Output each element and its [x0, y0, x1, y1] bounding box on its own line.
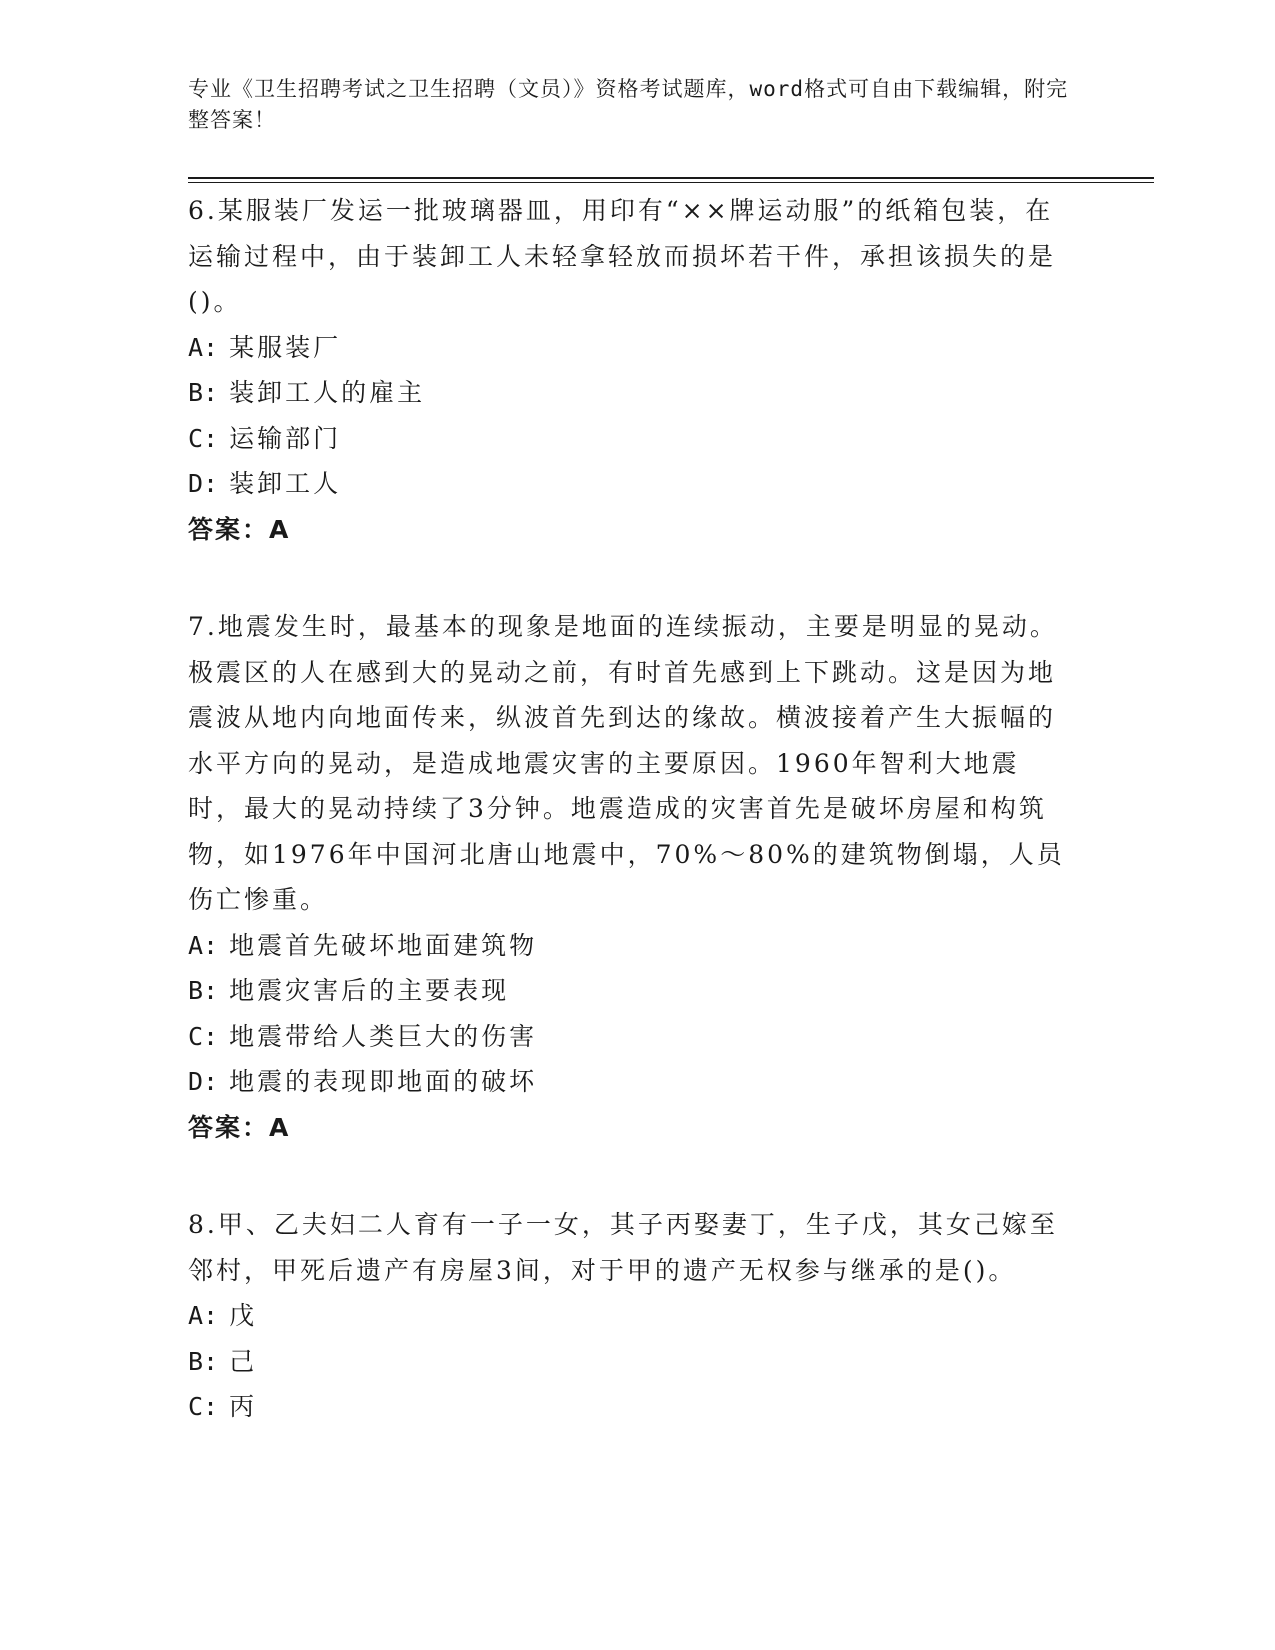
- document-header: 专业《卫生招聘考试之卫生招聘（文员）》资格考试题库，word格式可自由下载编辑，附完整答案！: [188, 77, 1069, 132]
- option-d: [188, 461, 1068, 507]
- option-text: 运输部门: [229, 423, 342, 453]
- option-text: 装卸工人: [229, 469, 342, 498]
- option-text: 地震带给人类巨大的伤害: [229, 1021, 538, 1051]
- option-a: [188, 923, 1068, 969]
- option-c: [188, 1384, 1068, 1430]
- question-7: [188, 604, 1068, 1150]
- option-text: 戊: [229, 1301, 258, 1330]
- question-stem: 8.甲、乙夫妇二人育有一子一女，其子丙娶妻丁，生子戊，其女己嫁至邻村，甲死后遗产有房屋3间，对于甲的遗产无权参与继承的是()。: [188, 1210, 1058, 1285]
- option-letter: A:: [188, 930, 219, 960]
- answer-label: 答案：A: [188, 514, 291, 544]
- question-8: [188, 1202, 1068, 1430]
- option-b: [188, 1339, 1068, 1385]
- option-letter: A:: [188, 332, 219, 362]
- option-c: [188, 1014, 1068, 1060]
- option-text: 丙: [229, 1392, 258, 1421]
- question-stem: 6.某服装厂发运一批玻璃器皿，用印有“××牌运动服”的纸箱包装，在运输过程中，由于装卸工人未轻拿轻放而损坏若干件，承担该损失的是()。: [188, 196, 1057, 316]
- header-divider-thick: [188, 177, 1154, 179]
- option-a: [188, 1293, 1068, 1339]
- option-letter: B:: [188, 1346, 219, 1376]
- option-b: [188, 968, 1068, 1014]
- option-b: [188, 370, 1068, 416]
- answer-label: 答案：A: [188, 1112, 291, 1142]
- questions-container: [188, 188, 1068, 1482]
- option-text: 地震的表现即地面的破坏: [229, 1067, 538, 1096]
- header-divider-thin: [188, 182, 1154, 183]
- option-c: [188, 416, 1068, 462]
- option-text: 地震首先破坏地面建筑物: [229, 930, 538, 960]
- option-text: 己: [229, 1346, 258, 1376]
- option-letter: B:: [188, 976, 219, 1005]
- option-a: [188, 325, 1068, 371]
- option-text: 地震灾害后的主要表现: [229, 976, 510, 1005]
- option-text: 装卸工人的雇主: [229, 378, 426, 407]
- question-6: [188, 188, 1068, 552]
- option-letter: C:: [188, 423, 219, 453]
- option-letter: D:: [188, 469, 219, 498]
- option-letter: A:: [188, 1301, 219, 1330]
- option-text: 某服装厂: [229, 332, 342, 362]
- option-letter: C:: [188, 1021, 219, 1051]
- option-d: [188, 1059, 1068, 1105]
- option-letter: D:: [188, 1067, 219, 1096]
- question-stem: 7.地震发生时，最基本的现象是地面的连续振动，主要是明显的晃动。极震区的人在感到大的晃动之前，有时首先感到上下跳动。这是因为地震波从地内向地面传来，纵波首先到达的缘故。横波接着产生大振幅的水平方向的晃动，是造成地震灾害的主要原因。1960年智利大地震时，最大的晃动持续了3分钟。地震造成的灾害首先是破坏房屋和构筑物，如1976年中国河北唐山地震中，70%～80%的建筑物倒塌，人员伤亡惨重。: [188, 612, 1065, 914]
- option-letter: B:: [188, 378, 219, 407]
- option-letter: C:: [188, 1392, 219, 1421]
